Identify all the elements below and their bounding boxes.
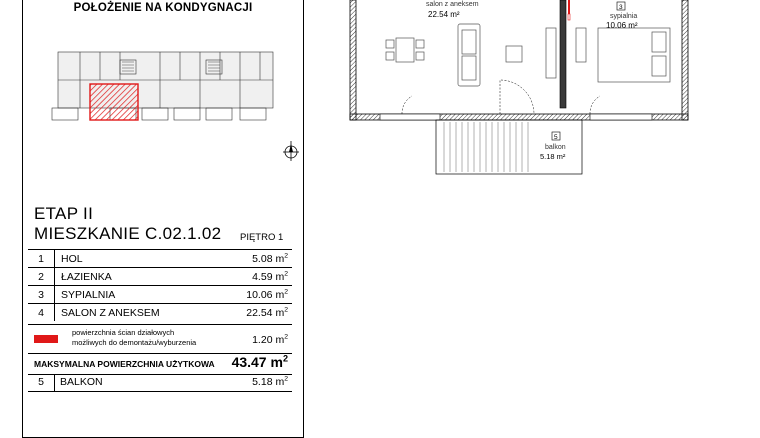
apartment-heading: MIESZKANIE C.02.1.02: [34, 224, 222, 243]
table-row: [28, 286, 292, 304]
total-area-label: MAKSYMALNA POWIERZCHNIA UŻYTKOWA: [34, 359, 215, 369]
east-wall: [682, 0, 688, 120]
balcony-plan-area: 5.18 m²: [540, 152, 566, 161]
floor-plan-drawing: [340, 0, 740, 200]
floor-label: PIĘTRO 1: [240, 232, 284, 243]
room-number: 1: [28, 250, 55, 268]
west-wall: [350, 0, 356, 120]
balcony-area: 5.18 $m^2$: [252, 375, 288, 388]
room-table: [28, 249, 292, 321]
room-number: 2: [28, 268, 55, 286]
total-area-row: [28, 352, 292, 375]
demolition-walls-row: [28, 324, 292, 354]
balcony-number: 5: [28, 374, 55, 391]
living-room-area: 22.54 m²: [428, 10, 460, 19]
stage-heading: ETAP II: [34, 204, 94, 223]
room-area: 5.08 $m^2$: [220, 250, 292, 268]
balcony-row: [28, 374, 292, 392]
demolition-walls-label: powierzchnia ścian działowych możliwych do demontażu/wyburzenia: [72, 328, 197, 347]
balcony-plan-name: balkon: [545, 144, 566, 151]
key-plan-title: POŁOŻENIE NA KONDYGNACJI: [73, 2, 253, 14]
room-name: SYPIALNIA: [55, 286, 220, 304]
room-name: ŁAZIENKA: [55, 268, 220, 286]
demolition-legend-swatch: [34, 335, 58, 343]
balcony-name: BALKON: [60, 376, 103, 388]
table-row: [28, 304, 292, 322]
room-name: HOL: [55, 250, 220, 268]
bedroom-name: sypialnia: [610, 13, 638, 20]
room-number: 3: [28, 286, 55, 304]
north-arrow-icon: [282, 140, 300, 162]
table-row: [28, 250, 292, 268]
room-area: 22.54 $m^2$: [220, 304, 292, 322]
bedroom-area: 10.06 m²: [606, 21, 638, 30]
living-room-name: salon z aneksem: [426, 1, 479, 8]
demolition-wall-segment: [568, 0, 570, 14]
partition-wall: [560, 0, 566, 108]
room-area: 10.06 $m^2$: [220, 286, 292, 304]
total-area-value: 43.47 $m^2$: [231, 353, 288, 370]
key-plan-drawing: [50, 40, 280, 130]
balcony-plan-number: 5: [554, 134, 558, 141]
room-name: SALON Z ANEKSEM: [55, 304, 220, 322]
room-number: 4: [28, 304, 55, 322]
room-area: 4.59 $m^2$: [220, 268, 292, 286]
bedroom-number: 3: [619, 4, 623, 11]
demolition-walls-area: 1.20 $m^2$: [252, 333, 288, 346]
table-row: [28, 268, 292, 286]
